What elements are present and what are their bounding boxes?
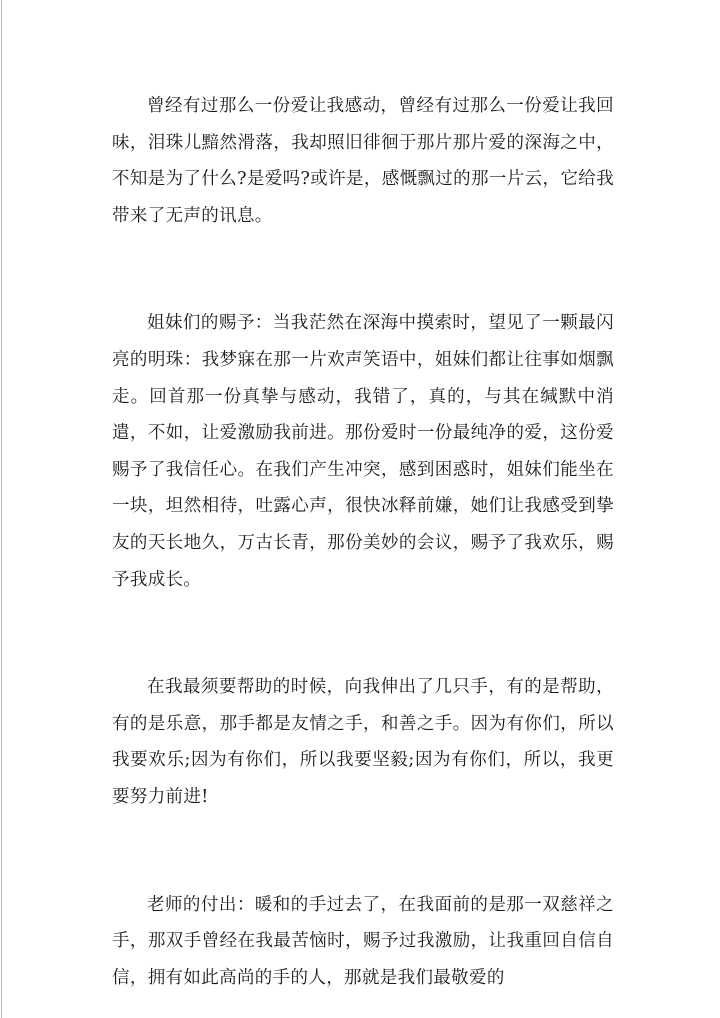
paragraph-sisters: 姐妹们的赐予：当我茫然在深海中摸索时，望见了一颗最闪亮的明珠：我梦寐在那一片欢声笑语中，姐妹们都让往事如烟飘走。回首那一份真挚与感动，我错了，真的，与其在缄默中消遣，不如，让爱激励我前进。那份爱时一份最纯净的爱，这份爱赐予了我信任心。在我们产生冲突，感到困惑时，姐妹们能坐在一块，坦然相待，吐露心声，很快冰释前嫌，她们让我感受到挚友的天长地久，万古长青，那份美妙的会议，赐予了我欢乐，赐予我成长。 — [112, 313, 614, 590]
document-body — [112, 88, 614, 996]
paragraph-helping-hands: 在我最须要帮助的时候，向我伸出了几只手，有的是帮助，有的是乐意，那手都是友情之手，和善之手。因为有你们，所以我要欢乐;因为有你们，所以我要坚毅;因为有你们，所以，我更要努力前进! — [112, 677, 614, 807]
paragraph-teacher: 老师的付出：暖和的手过去了，在我面前的是那一双慈祥之手，那双手曾经在我最苦恼时，赐予过我激励，让我重回自信自信，拥有如此高尚的手的人，那就是我们最敬爱的 — [112, 894, 614, 988]
page-edge-line — [1, 0, 2, 1018]
paragraph-love-memory: 曾经有过那么一份爱让我感动，曾经有过那么一份爱让我回味，泪珠儿黯然滑落，我却照旧徘徊于那片那片爱的深海之中，不知是为了什么?是爱吗?或许是，感慨飘过的那一片云，它给我带来了无声的讯息。 — [112, 96, 614, 226]
